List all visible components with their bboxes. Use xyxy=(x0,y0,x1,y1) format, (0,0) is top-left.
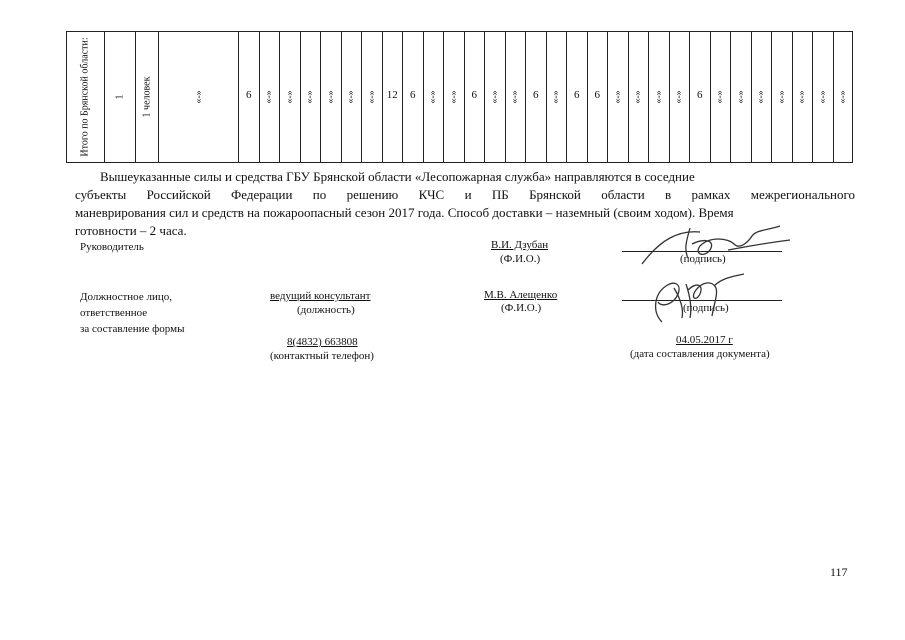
table-title: Итого по Брянской области: xyxy=(79,37,91,157)
table-cell xyxy=(382,31,403,163)
responsible-phone: 8(4832) 663808 xyxy=(287,336,358,348)
table-cell xyxy=(628,31,649,163)
table-cell xyxy=(648,31,669,163)
document-date: 04.05.2017 г xyxy=(676,334,733,346)
summary-table-row xyxy=(66,31,853,163)
paragraph-line-4: готовности – 2 часа. xyxy=(75,223,187,238)
table-cell xyxy=(443,31,464,163)
responsible-label-3: за составление формы xyxy=(80,323,185,335)
table-cell xyxy=(689,31,710,163)
responsible-sign-caption: (подпись) xyxy=(683,302,729,314)
table-cell-value: «-» xyxy=(550,90,562,104)
table-cell xyxy=(525,31,546,163)
table-cell xyxy=(669,31,690,163)
table-people-value: 1 человек xyxy=(141,76,153,118)
table-cell-value: «-» xyxy=(673,90,685,104)
table-cell-value: «-» xyxy=(776,90,788,104)
table-cell-value: «-» xyxy=(304,90,316,104)
table-cell-value: «-» xyxy=(509,90,521,104)
paragraph-line-2: субъекты Российской Федерации по решению КЧС и ПБ Брянской области в рамках межрегионального xyxy=(75,187,855,202)
table-cell-value: «-» xyxy=(345,90,357,104)
table-cell-value: «-» xyxy=(427,90,439,104)
table-cell xyxy=(607,31,628,163)
head-name: В.И. Дзубан xyxy=(491,239,549,251)
table-cell xyxy=(300,31,321,163)
table-cell xyxy=(158,31,238,163)
document-date-caption: (дата составления документа) xyxy=(630,348,770,360)
head-name-caption: (Ф.И.О.) xyxy=(500,253,541,265)
table-cell xyxy=(361,31,382,163)
table-cell xyxy=(279,31,300,163)
table-cell-value: 6 xyxy=(574,89,580,101)
responsible-signature xyxy=(640,268,750,324)
head-sign-caption: (подпись) xyxy=(680,253,726,265)
responsible-position: ведущий консультант xyxy=(270,290,371,302)
head-signature xyxy=(630,220,800,270)
table-cell-value: «-» xyxy=(755,90,767,104)
table-cell xyxy=(587,31,608,163)
table-cell-value: «-» xyxy=(325,90,337,104)
paragraph-line-1: Вышеуказанные силы и средства ГБУ Брянской области «Лесопожарная служба» направляются в соседние xyxy=(100,169,695,184)
table-cell xyxy=(320,31,341,163)
table-cell-value: «-» xyxy=(796,90,808,104)
table-cell xyxy=(792,31,813,163)
table-cell-value: 6 xyxy=(246,89,252,101)
table-cell xyxy=(423,31,444,163)
table-cell xyxy=(546,31,567,163)
table-cell-value: «-» xyxy=(817,90,829,104)
table-cell-value: «-» xyxy=(448,90,460,104)
table-cell xyxy=(341,31,362,163)
table-cell xyxy=(505,31,526,163)
table-cell-value: «-» xyxy=(489,90,501,104)
table-cell-value: «-» xyxy=(284,90,296,104)
table-cell xyxy=(464,31,485,163)
table-cell-value: 6 xyxy=(471,89,477,101)
table-cell xyxy=(710,31,731,163)
table-cell xyxy=(484,31,505,163)
responsible-position-caption: (должность) xyxy=(297,304,355,316)
table-cell-value: 12 xyxy=(386,89,398,101)
head-label: Руководитель xyxy=(80,241,144,253)
table-cell-value: 6 xyxy=(533,89,539,101)
responsible-name-caption: (Ф.И.О.) xyxy=(501,302,542,314)
table-cell-value: «-» xyxy=(612,90,624,104)
paragraph-line-3: маневрирования сил и средств на пожароопасный сезон 2017 года. Способ доставки – наземный (своим ходом). Время xyxy=(75,205,734,220)
table-cell-value: «-» xyxy=(193,90,204,104)
table-cell xyxy=(730,31,751,163)
table-cell-value: «-» xyxy=(263,90,275,104)
table-cell xyxy=(566,31,587,163)
page-number: 117 xyxy=(830,565,848,579)
table-cell xyxy=(771,31,792,163)
table-count-value: 1 xyxy=(114,94,126,100)
table-cell xyxy=(259,31,280,163)
table-cell-value: 6 xyxy=(410,89,416,101)
table-cell xyxy=(833,31,854,163)
table-cell-value: «-» xyxy=(735,90,747,104)
table-cell xyxy=(751,31,772,163)
table-cell-count xyxy=(104,31,135,163)
table-cell-value: «-» xyxy=(632,90,644,104)
table-cell-value: «-» xyxy=(653,90,665,104)
table-cell-people xyxy=(135,31,158,163)
table-cell xyxy=(812,31,833,163)
table-cell xyxy=(238,31,259,163)
table-cell-value: «-» xyxy=(714,90,726,104)
responsible-label-2: ответственное xyxy=(80,307,148,319)
responsible-name: М.В. Алещенко xyxy=(484,289,558,301)
table-cell-value: «-» xyxy=(366,90,378,104)
table-cell-value: «-» xyxy=(837,90,849,104)
table-title-cell xyxy=(66,31,104,163)
responsible-label-1: Должностное лицо, xyxy=(80,291,172,303)
responsible-phone-caption: (контактный телефон) xyxy=(270,350,374,362)
table-cell-value: 6 xyxy=(594,89,600,101)
table-cell-value: 6 xyxy=(697,89,703,101)
table-cell xyxy=(402,31,423,163)
